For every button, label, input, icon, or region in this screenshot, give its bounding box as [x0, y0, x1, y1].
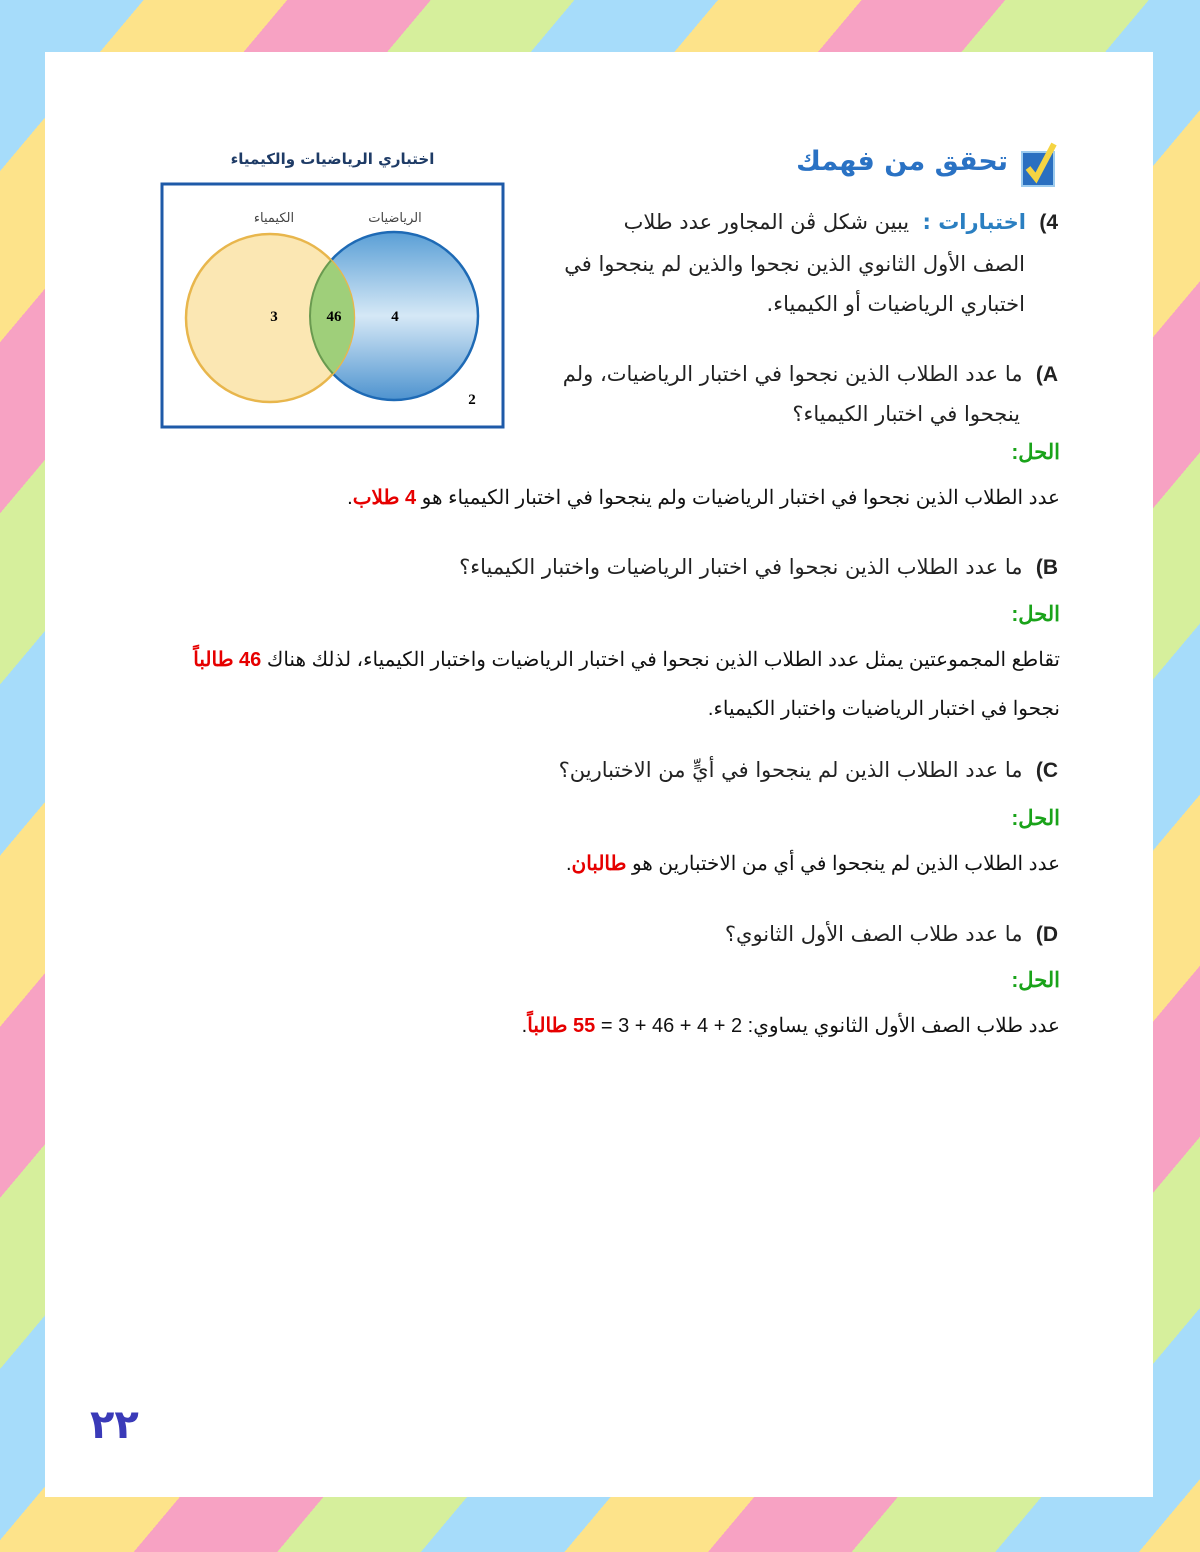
part-a-solution-label: الحل:	[1011, 441, 1060, 464]
question-line-1: 4) اختبارات : يبين شكل ڤن المجاور عدد طلاب	[623, 210, 1058, 234]
part-b-answer-cont: نجحوا في اختبار الرياضيات واختبار الكيمياء.	[707, 698, 1060, 720]
neither-value: 2	[468, 392, 476, 408]
both-value: 46	[326, 309, 342, 325]
math-label: الرياضيات	[368, 211, 422, 226]
section-title: تحقق من فهمك	[796, 146, 1008, 177]
question-topic: اختبارات :	[922, 210, 1026, 234]
part-d-question: D) ما عدد طلاب الصف الأول الثانوي؟	[724, 922, 1058, 946]
part-c-question: C) ما عدد الطلاب الذين لم ينجحوا في أيٍّ من الاختبارين؟	[558, 758, 1058, 782]
venn-diagram	[160, 182, 506, 430]
checkbox-icon	[1020, 140, 1058, 188]
part-b-answer: تقاطع المجموعتين يمثل عدد الطلاب الذين نجحوا في اختبار الرياضيات واختبار الكيمياء، لذلك هناك 46 طالباً	[193, 649, 1060, 671]
part-b-question: B) ما عدد الطلاب الذين نجحوا في اختبار الرياضيات واختبار الكيمياء؟	[459, 555, 1058, 579]
question-line-2: الصف الأول الثانوي الذين نجحوا والذين لم ينجحوا في	[564, 252, 1025, 276]
chem-label: الكيمياء	[253, 211, 295, 226]
part-a-question-cont: ينجحوا في اختبار الكيمياء؟	[792, 402, 1020, 426]
venn-title: اختباري الرياضيات والكيمياء	[230, 150, 435, 168]
question-line-3: اختباري الرياضيات أو الكيمياء.	[766, 292, 1025, 316]
chem-only-value: 3	[270, 309, 278, 325]
part-a-answer: عدد الطلاب الذين نجحوا في اختبار الرياضيات ولم ينجحوا في اختبار الكيمياء هو 4 طلاب.	[347, 487, 1060, 509]
part-a-question: A) ما عدد الطلاب الذين نجحوا في اختبار الرياضيات، ولم	[562, 362, 1058, 386]
part-b-solution-label: الحل:	[1011, 603, 1060, 626]
section-header	[796, 140, 1058, 190]
math-only-value: 4	[391, 309, 399, 325]
part-c-solution-label: الحل:	[1011, 807, 1060, 830]
part-d-solution-label: الحل:	[1011, 969, 1060, 992]
page-number: ٢٢	[90, 1402, 139, 1448]
part-c-answer: عدد الطلاب الذين لم ينجحوا في أي من الاختبارين هو طالبان.	[565, 853, 1060, 875]
part-d-answer: عدد طلاب الصف الأول الثانوي يساوي: 2 + 4 + 46 + 3 = 55 طالباً.	[521, 1015, 1060, 1037]
